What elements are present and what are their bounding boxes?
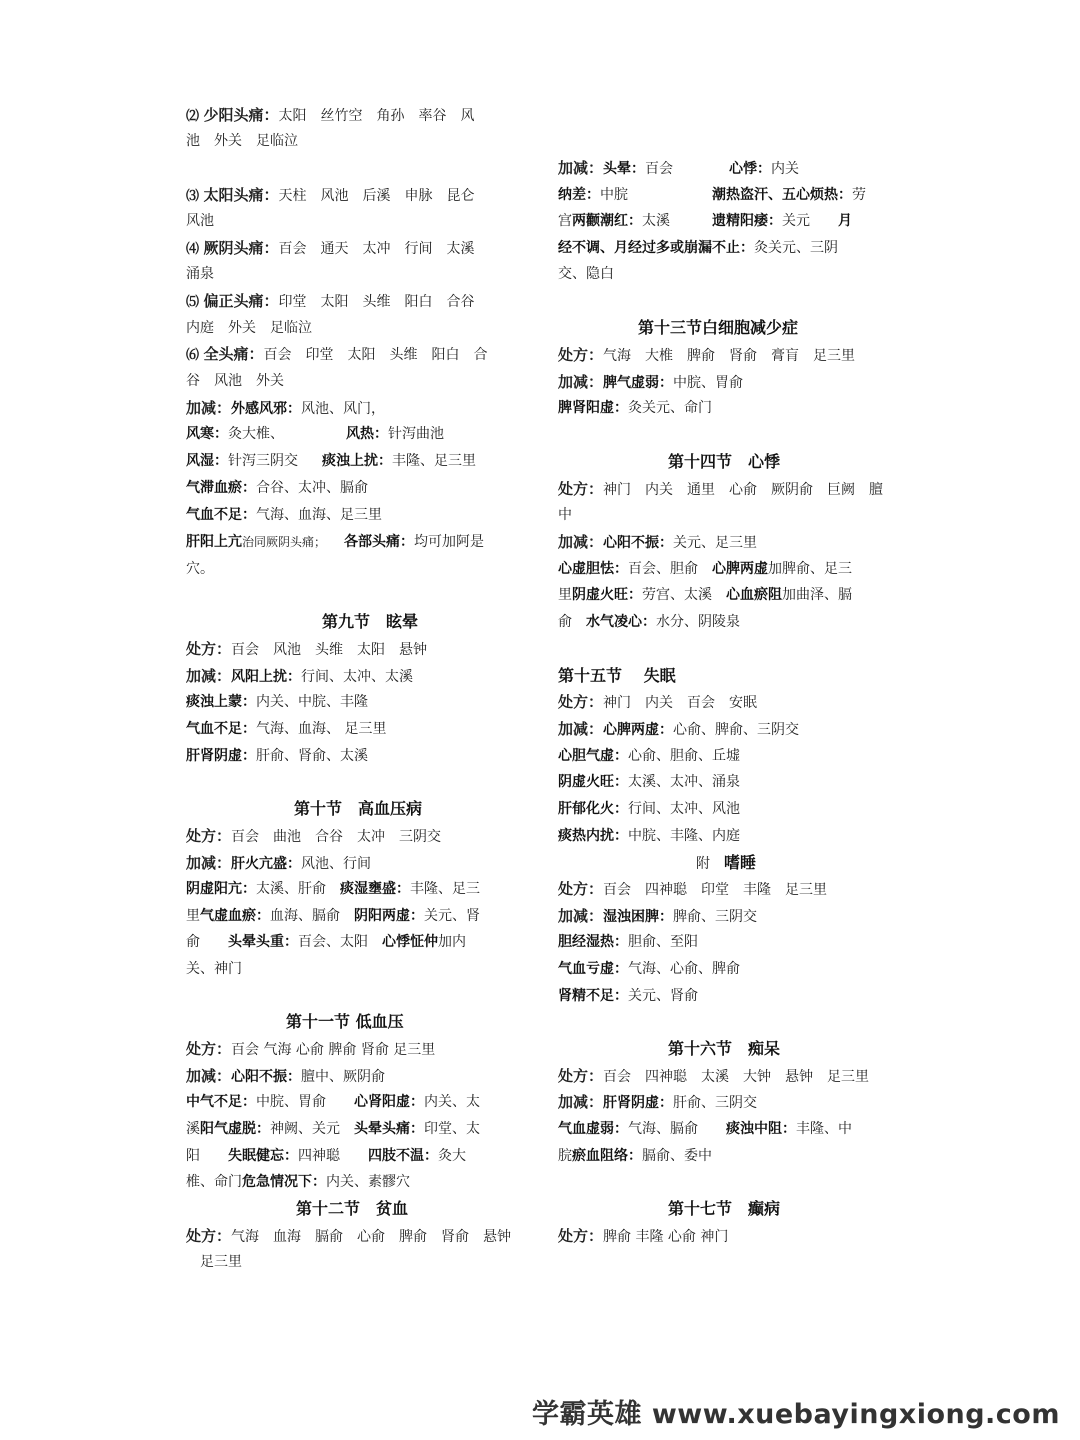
- pattern-points: 内关、太: [424, 1094, 480, 1110]
- pattern-label: 风湿：: [186, 453, 228, 469]
- pattern-points: 丰隆、中: [796, 1121, 852, 1137]
- pattern-points: 椎、命门: [186, 1174, 242, 1190]
- pattern-label: 痰热内扰：: [558, 828, 628, 844]
- item-points: 百会 通天 太冲 行间 太溪: [278, 241, 475, 257]
- pattern-points: 丰隆、足三里: [392, 453, 476, 469]
- pattern-label: 肝火亢盛：: [231, 856, 302, 872]
- sec16-row: [558, 1117, 852, 1141]
- pattern-points: 俞: [558, 614, 586, 630]
- prescription-label: 处方：: [186, 1040, 232, 1058]
- pattern-points: 百会: [645, 161, 730, 177]
- pattern-points: 行间、太冲、风池: [628, 801, 740, 817]
- modification-label: 加减：: [186, 667, 232, 685]
- item-number: ⑵: [186, 109, 200, 124]
- prescription-label: 处方：: [558, 693, 604, 711]
- pattern-points: 百会、胆俞: [628, 561, 712, 577]
- sec9-modification: [186, 664, 413, 688]
- modification-label: 加减：: [186, 854, 232, 872]
- sec13-row: [558, 396, 712, 420]
- modification-label: 加减：: [186, 1067, 232, 1085]
- modification-label: 加减：: [186, 399, 232, 417]
- pattern-label: 肝肾阴虚：: [186, 748, 256, 764]
- pattern-label: 瘀血阻络：: [572, 1148, 642, 1164]
- pattern-label: 头晕头痛：: [354, 1121, 424, 1137]
- pattern-label: 痰浊中阻：: [726, 1121, 796, 1137]
- section-title-16: 第十六节 痴呆: [668, 1039, 781, 1058]
- modification-label: 加减：: [558, 533, 604, 551]
- pattern-label: 心虚胆怯：: [558, 561, 628, 577]
- sec15-row: [558, 770, 740, 794]
- quan-headache: [186, 342, 487, 366]
- pattern-points: 关元、肾: [424, 908, 480, 924]
- pattern-label: 风热：: [346, 426, 388, 442]
- prescription-label: 处方：: [186, 1227, 232, 1245]
- pattern-label: 肝肾阴虚：: [603, 1095, 674, 1111]
- pattern-label: 外感风邪：: [231, 401, 302, 417]
- appendix-prefix: 附: [696, 856, 724, 872]
- pattern-label: 阴虚火旺：: [558, 774, 628, 790]
- pattern-label: 脾肾阳虚：: [558, 400, 628, 416]
- sec16-prescription: [558, 1064, 869, 1088]
- item-points-cont: 谷 风池 外关: [186, 373, 284, 389]
- pattern-points: 太溪、太冲、涌泉: [628, 774, 740, 790]
- prescription-label: 处方：: [558, 480, 604, 498]
- pattern-label: 头晕：: [603, 161, 646, 177]
- shaoyang-headache: [186, 103, 474, 127]
- item-number: ⑸: [186, 295, 200, 310]
- prescription-points: 百会 曲池 合谷 太冲 三阴交: [231, 829, 442, 845]
- prescription-points: 气海 血海 膈俞 心俞 脾俞 肾俞 悬钟: [231, 1229, 512, 1245]
- sec10-modification: [186, 851, 371, 875]
- item-label: 全头痛：: [203, 345, 264, 363]
- pattern-label: 胆经湿热：: [558, 934, 628, 950]
- item-points: 百会 印堂 太阳 头维 阳白 合: [263, 347, 488, 363]
- pattern-points: 百会、太阳: [298, 934, 382, 950]
- pattern-points: 印堂、太: [424, 1121, 480, 1137]
- pattern-label: 心阳不振：: [603, 535, 674, 551]
- sec14-prescription-cont: 中: [558, 507, 572, 523]
- pattern-label: 中气不足：: [186, 1094, 256, 1110]
- pattern-label: 气滞血瘀：: [186, 480, 256, 496]
- sec14-row: [558, 583, 852, 607]
- prescription-points: 神门 内关 百会 安眠: [603, 695, 758, 711]
- section-title-10: 第十节 高血压病: [294, 799, 423, 818]
- sec14-row: [558, 610, 740, 634]
- item-points-cont: 涌泉: [186, 266, 214, 282]
- sec12-prescription: [186, 1224, 511, 1248]
- section-title-17: 第十七节 癫病: [668, 1199, 781, 1218]
- item-points-cont: 内庭 外关 足临泣: [186, 320, 312, 336]
- item-label: 厥阴头痛：: [203, 239, 279, 257]
- pattern-label: 月: [838, 213, 852, 229]
- pattern-label: 遗精阳痿：: [712, 213, 782, 229]
- pattern-label: 四肢不温：: [368, 1148, 438, 1164]
- sec15-row: [558, 824, 740, 848]
- pattern-points: 俞: [186, 934, 228, 950]
- sec14-prescription: [558, 477, 883, 501]
- sec10-prescription: [186, 824, 441, 848]
- pattern-label: 气血不足：: [186, 721, 256, 737]
- sec13-modification: [558, 370, 743, 394]
- pattern-label: 心脾两虚: [712, 561, 768, 577]
- pattern-label: 水气凌心：: [586, 614, 656, 630]
- fenghan-row: [186, 422, 444, 446]
- section-title-13: 第十三节白细胞减少症: [638, 318, 799, 337]
- pattern-label: 各部头痛：: [344, 534, 415, 550]
- appendix-name: 嗜睡: [724, 853, 757, 872]
- item-points-cont: 池 外关 足临泣: [186, 133, 298, 149]
- pattern-points: 灸关元、命门: [628, 400, 712, 416]
- appendix-title: [696, 851, 756, 875]
- prescription-points: 百会 四神聪 太溪 大钟 悬钟 足三里: [603, 1069, 870, 1085]
- pattern-points: 中脘、胃俞: [673, 375, 744, 391]
- modification-label: 加减：: [558, 907, 604, 925]
- item-points: 天柱 风池 后溪 申脉 昆仑: [278, 188, 475, 204]
- qixue-row: [186, 503, 382, 527]
- pattern-points: 劳: [852, 187, 866, 203]
- pattern-label: 心胆气虚：: [558, 748, 628, 764]
- fu-modification: [558, 904, 757, 928]
- pattern-points: 灸大: [438, 1148, 466, 1164]
- fu-row: [558, 930, 698, 954]
- modification-label: 加减：: [558, 720, 604, 738]
- sec10-row-cont: 关、神门: [186, 961, 242, 977]
- pattern-label: 湿浊困脾：: [603, 909, 674, 925]
- pattern-points: 里: [558, 587, 572, 603]
- item-points: 印堂 太阳 头维 阳白 合谷: [278, 294, 475, 310]
- prescription-points: 百会 四神聪 印堂 丰隆 足三里: [603, 882, 828, 898]
- pattern-points: 脾俞、三阴交: [673, 909, 758, 925]
- sec15-prescription: [558, 690, 757, 714]
- item-number: ⑶: [186, 189, 200, 204]
- pattern-label: 阴阳两虚：: [354, 908, 424, 924]
- pattern-points: 内关、素髎穴: [326, 1174, 410, 1190]
- modification-label: 加减：: [558, 373, 604, 391]
- pattern-points: 气海、心俞、脾俞: [628, 961, 740, 977]
- pattern-points: 丰隆、足三: [410, 881, 480, 897]
- sec12-prescription-cont: 足三里: [186, 1254, 242, 1270]
- fu-row: [558, 984, 698, 1008]
- prescription-points: 气海 大椎 脾俞 肾俞 膏肓 足三里: [603, 348, 856, 364]
- pattern-label: 气血虚弱：: [558, 1121, 628, 1137]
- pattern-points: 风池、风门，: [301, 401, 386, 417]
- jueyin-headache: [186, 236, 474, 260]
- pattern-note: 治同厥阴头痛；: [242, 535, 327, 549]
- pattern-points: 气海、血海、 足三里: [256, 721, 387, 737]
- prescription-label: 处方：: [558, 1227, 604, 1245]
- pattern-label: 心悸怔仲: [382, 934, 438, 950]
- pattern-points: 宫: [558, 213, 572, 229]
- pattern-points: 内关、中脘、丰隆: [256, 694, 368, 710]
- item-label: 少阳头痛：: [203, 106, 279, 124]
- pattern-points: 灸大椎、: [228, 426, 284, 442]
- pattern-points: 灸关元、三阴: [754, 240, 838, 256]
- pattern-points: 关元、足三里: [673, 535, 758, 551]
- item-number: ⑹: [186, 348, 200, 363]
- pattern-label: 气血亏虚：: [558, 961, 628, 977]
- pattern-points: 针泻三阴交: [228, 453, 298, 469]
- sec15-modification: [558, 717, 799, 741]
- pattern-label: 痰浊上扰：: [322, 453, 392, 469]
- pattern-points: 行间、太冲、太溪: [301, 669, 414, 685]
- prescription-label: 处方：: [558, 1067, 604, 1085]
- prescription-label: 处方：: [558, 880, 604, 898]
- pattern-points: 风池、行间: [301, 856, 372, 872]
- pattern-label: 痰湿壅盛：: [340, 881, 410, 897]
- pattern-points: 均可加阿是: [414, 534, 485, 550]
- pattern-label: 潮热盗汗、五心烦热：: [712, 187, 852, 203]
- pattern-label: 失眠健忘：: [228, 1148, 298, 1164]
- sec15-row: [558, 797, 740, 821]
- prescription-points: 神门 内关 通里 心俞 厥阴俞 巨阙 膻: [603, 482, 884, 498]
- pattern-points: 胆俞、至阳: [628, 934, 698, 950]
- pattern-points: 里: [186, 908, 200, 924]
- pattern-points: 心俞、胆俞、丘墟: [628, 748, 740, 764]
- pattern-points: 溪: [186, 1121, 200, 1137]
- anemia-row: [558, 183, 866, 207]
- sec16-row: [558, 1144, 712, 1168]
- sec10-row: [186, 877, 480, 901]
- sec11-row: [186, 1170, 410, 1194]
- watermark: 学霸英雄 www.xuebayingxiong.com: [531, 1399, 1060, 1430]
- anemia-row-cont: 交、隐白: [558, 266, 614, 282]
- pattern-label: 痰浊上蒙：: [186, 694, 256, 710]
- pattern-points: 加脾俞、足三: [768, 561, 852, 577]
- pattern-label: 肝阳上亢: [186, 534, 242, 550]
- sec15-row: [558, 744, 740, 768]
- anemia-row: [558, 209, 852, 233]
- pattern-label: 心悸：: [729, 161, 772, 177]
- pattern-label: 纳差：: [558, 187, 600, 203]
- sec9-row: [186, 717, 386, 741]
- pattern-points: 心俞、脾俞、三阴交: [673, 722, 800, 738]
- pattern-points: 水分、阴陵泉: [656, 614, 740, 630]
- prescription-label: 处方：: [186, 640, 232, 658]
- pattern-points: 肝俞、三阴交: [673, 1095, 758, 1111]
- pattern-label: 心脾两虚：: [603, 722, 674, 738]
- pattern-points: 合谷、太冲、膈俞: [256, 480, 368, 496]
- pattern-label: 气血不足：: [186, 507, 256, 523]
- pattern-points: 肝俞、肾俞、太溪: [256, 748, 368, 764]
- pattern-points: 中脘、胃俞: [256, 1094, 354, 1110]
- pattern-points: 阳: [186, 1148, 228, 1164]
- pattern-label: 风阳上扰：: [231, 669, 302, 685]
- taiyang-headache: [186, 183, 474, 207]
- sec16-modification: [558, 1090, 757, 1114]
- item-label: 太阳头痛：: [203, 186, 279, 204]
- modification-label: 加减：: [558, 1093, 604, 1111]
- sec11-row: [186, 1144, 466, 1168]
- sec17-prescription: [558, 1224, 728, 1248]
- pattern-label: 危急情况下：: [242, 1174, 326, 1190]
- pattern-label: 两颧潮红：: [572, 213, 642, 229]
- pattern-label: 心血瘀阻: [726, 587, 782, 603]
- pattern-points: 太溪、肝俞: [256, 881, 340, 897]
- pattern-label: 脾气虚弱：: [603, 375, 674, 391]
- pattern-label: 阴虚火旺：: [572, 587, 642, 603]
- sec14-modification: [558, 530, 757, 554]
- pianzheng-headache: [186, 289, 474, 313]
- prescription-label: 处方：: [558, 346, 604, 364]
- sec9-row: [186, 690, 368, 714]
- pattern-label: 经不调、月经过多或崩漏不止：: [558, 240, 754, 256]
- headache-modification: [186, 396, 385, 420]
- section-title-14: 第十四节 心悸: [668, 452, 781, 471]
- pattern-label: 头晕头重：: [228, 934, 298, 950]
- pattern-points: 加内: [438, 934, 466, 950]
- item-points-cont: 风池: [186, 213, 214, 229]
- pattern-label: 心阳不振：: [231, 1069, 302, 1085]
- qizhi-row: [186, 476, 368, 500]
- pattern-points: 膈俞、委中: [642, 1148, 712, 1164]
- pattern-points: 内关: [771, 161, 800, 177]
- sec11-row: [186, 1117, 480, 1141]
- prescription-points: 百会 风池 头维 太阳 悬钟: [231, 642, 428, 658]
- sec9-prescription: [186, 637, 427, 661]
- item-points: 太阳 丝竹空 角孙 率谷 风: [278, 108, 475, 124]
- sec14-row: [558, 557, 852, 581]
- anemia-modification: [558, 156, 799, 180]
- pattern-points: 关元: [782, 213, 838, 229]
- sec10-row: [186, 930, 466, 954]
- sec11-row: [186, 1090, 480, 1114]
- fu-row: [558, 957, 740, 981]
- item-label: 偏正头痛：: [203, 292, 279, 310]
- section-title-9: 第九节 眩晕: [322, 612, 419, 631]
- pattern-points: 太溪: [642, 213, 712, 229]
- ganyang-cont: 穴。: [186, 561, 214, 577]
- modification-label: 加减：: [558, 159, 604, 177]
- pattern-points: 神阙、关元: [270, 1121, 354, 1137]
- section-title-11: 第十一节 低血压: [286, 1012, 404, 1031]
- section-title-12: 第十二节 贫血: [296, 1199, 409, 1218]
- pattern-label: 风寒：: [186, 426, 228, 442]
- fengshi-row: [186, 449, 476, 473]
- sec13-prescription: [558, 343, 855, 367]
- pattern-points: 气海、血海、足三里: [256, 507, 382, 523]
- pattern-points: 中脘、丰隆、内庭: [628, 828, 740, 844]
- pattern-points: 加曲泽、膈: [782, 587, 852, 603]
- anemia-row: [558, 236, 838, 260]
- sec11-prescription: [186, 1037, 435, 1061]
- pattern-points: 四神聪: [298, 1148, 368, 1164]
- item-number: ⑷: [186, 242, 200, 257]
- pattern-points: 血海、膈俞: [270, 908, 354, 924]
- pattern-label: 心肾阳虚：: [354, 1094, 424, 1110]
- pattern-label: 阳气虚脱：: [200, 1121, 270, 1137]
- pattern-points: 脘: [558, 1148, 572, 1164]
- pattern-points: 劳宫、太溪: [642, 587, 726, 603]
- prescription-points: 百会 气海 心俞 脾俞 肾俞 足三里: [231, 1042, 436, 1058]
- pattern-label: 阴虚阳亢：: [186, 881, 256, 897]
- prescription-label: 处方：: [186, 827, 232, 845]
- prescription-points: 脾俞 丰隆 心俞 神门: [603, 1229, 729, 1245]
- pattern-label: 肝郁化火：: [558, 801, 628, 817]
- sec10-row: [186, 904, 480, 928]
- pattern-label: 肾精不足：: [558, 988, 628, 1004]
- pattern-points: 气海、膈俞: [628, 1121, 726, 1137]
- pattern-label: 气虚血瘀：: [200, 908, 270, 924]
- pattern-points: 关元、肾俞: [628, 988, 698, 1004]
- pattern-points: 中脘: [600, 187, 712, 203]
- fu-prescription: [558, 877, 827, 901]
- sec9-row: [186, 744, 368, 768]
- ganyang-row: [186, 530, 484, 554]
- section-title-15: 第十五节 失眠: [558, 666, 676, 685]
- pattern-points: 针泻曲池: [388, 426, 444, 442]
- pattern-points: 膻中、厥阴俞: [301, 1069, 386, 1085]
- sec11-modification: [186, 1064, 385, 1088]
